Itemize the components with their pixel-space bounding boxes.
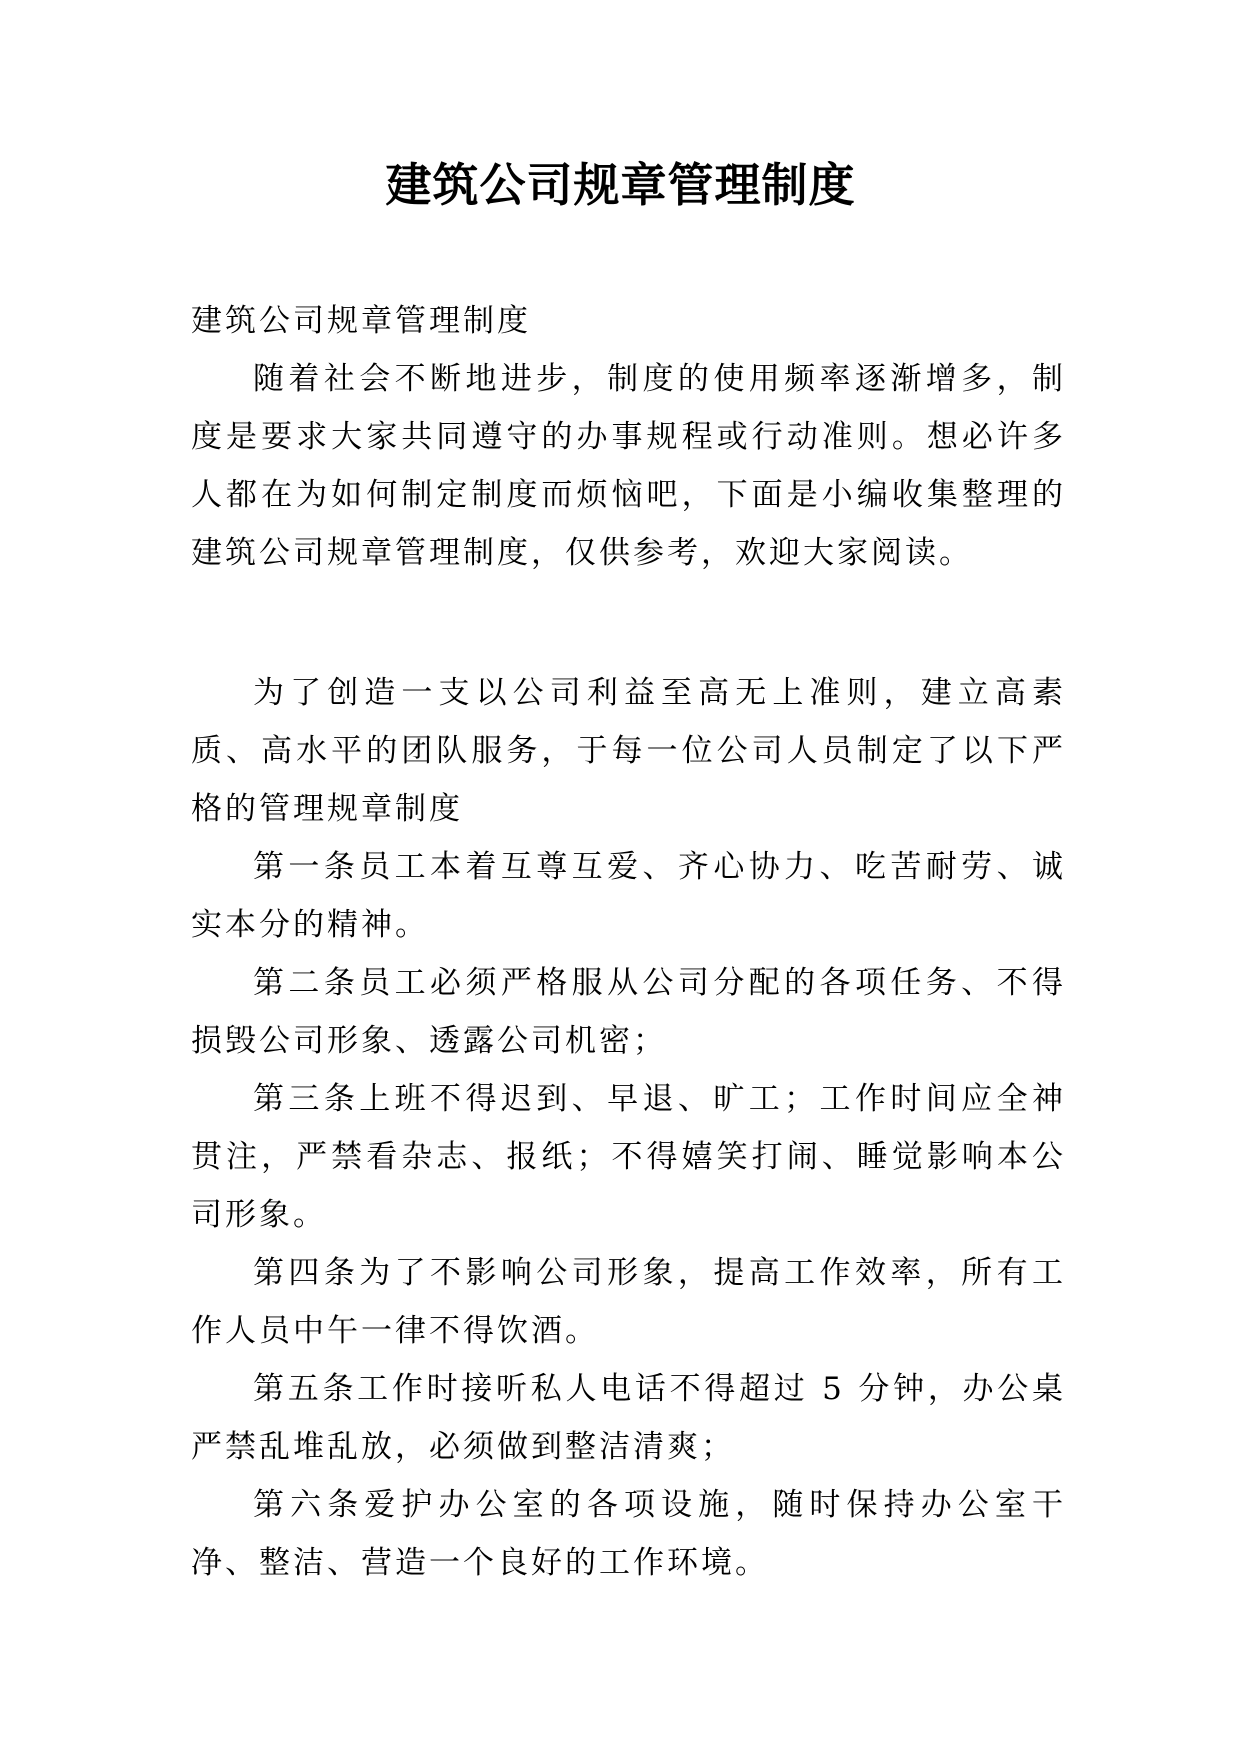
article-3: 第三条上班不得迟到、早退、旷工；工作时间应全神贯注，严禁看杂志、报纸；不得嬉笑打闹、睡觉影响本公司形象。 [191, 1081, 1066, 1233]
document-subtitle: 建筑公司规章管理制度 [191, 303, 531, 339]
intro-paragraph: 随着社会不断地进步，制度的使用频率逐渐增多，制度是要求大家共同遵守的办事规程或行动准则。想必许多人都在为如何制定制度而烦恼吧，下面是小编收集整理的建筑公司规章管理制度，仅供参考，欢迎大家阅读。 [191, 361, 1066, 571]
document-title: 建筑公司规章管理制度 [385, 158, 856, 212]
paragraph-spacer [191, 582, 1066, 664]
document-body [191, 292, 1066, 1592]
article-5: 第五条工作时接听私人电话不得超过 5 分钟，办公桌严禁乱堆乱放，必须做到整洁清爽； [191, 1371, 1066, 1465]
article-4: 第四条为了不影响公司形象，提高工作效率，所有工作人员中午一律不得饮酒。 [191, 1255, 1066, 1349]
preamble-paragraph: 为了创造一支以公司利益至高无上准则，建立高素质、高水平的团队服务，于每一位公司人员制定了以下严格的管理规章制度 [191, 675, 1066, 827]
article-1: 第一条员工本着互尊互爱、齐心协力、吃苦耐劳、诚实本分的精神。 [191, 849, 1066, 943]
article-6: 第六条爱护办公室的各项设施，随时保持办公室干净、整洁、营造一个良好的工作环境。 [191, 1487, 1066, 1581]
article-2: 第二条员工必须严格服从公司分配的各项任务、不得损毁公司形象、透露公司机密； [191, 965, 1066, 1059]
